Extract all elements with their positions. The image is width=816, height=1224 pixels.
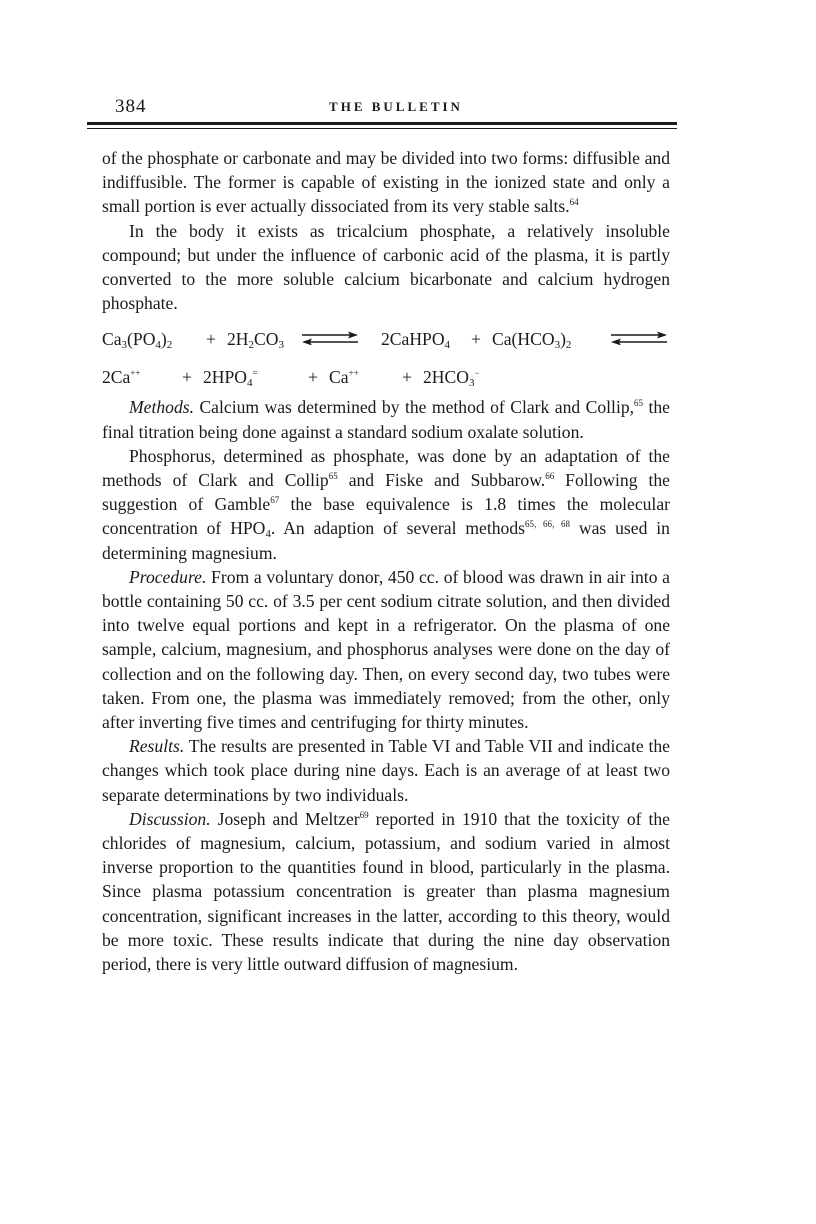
footnote-ref: 65, 66, 68 <box>524 519 570 530</box>
footnote-ref: 65 <box>634 398 644 409</box>
equation-line-1 <box>102 323 670 353</box>
header-rule-thin <box>87 128 677 129</box>
eq-plus: + <box>402 367 412 388</box>
eq-plus: + <box>182 367 192 388</box>
eq-plus: + <box>308 367 318 388</box>
running-title: THE BULLETIN <box>329 99 463 114</box>
eq-plus: + <box>471 329 481 350</box>
section-label-procedure: Procedure. <box>129 566 207 587</box>
eq-term-calcium-bicarbonate: $Ca(HCO_3)_2$ <box>492 329 572 352</box>
eq-plus: + <box>206 329 216 350</box>
paragraph-results: Results. The results are presented in Table VI and Table VII and indicate the changes which took place during nine days. Each is an average of at least two separate determinations by two individuals. <box>102 736 670 805</box>
footnote-ref: 66 <box>545 471 555 482</box>
section-label-methods: Methods. <box>129 397 194 418</box>
eq-term-calcium-ion: 2Ca++ <box>102 367 141 388</box>
section-label-results: Results. <box>129 736 185 757</box>
equation-line-2 <box>102 361 670 391</box>
footnote-ref: 65 <box>328 471 338 482</box>
eq-term-hydrogen-phosphate-ion: $2HPO_4^=$ <box>203 367 258 390</box>
eq-term-calcium-hydrogen-phosphate: 2CaHPO$_4$ <box>381 329 451 352</box>
equilibrium-arrow-icon <box>302 331 358 345</box>
paragraph-tricalcium: In the body it exists as tricalcium phosphate, a relatively insoluble compound; but under the influence of carbonic acid of the plasma, it is partly converted to the more soluble calcium bicarbonate and calcium hydrogen phosphate. <box>102 220 670 314</box>
footnote-ref: 64 <box>569 197 579 208</box>
eq-term-bicarbonate-ion: $2HCO_3^-$ <box>423 367 480 390</box>
eq-term-carbonic-acid: $2H_2CO_3$ <box>227 329 284 352</box>
page-header <box>115 96 677 118</box>
page-number: 384 <box>115 96 147 117</box>
paragraph-phosphorus: Phosphorus, determined as phosphate, was done by an adaptation of the methods of Clark and Collip$^{65}$ and Fiske and Subbarow.$^{66}$ Following the suggestion of Gamble$^{67}$ the base equivalence is 1.8 times the molecular concentration of $HPO_4$. An adaption of several methods$^{65, 66, 68}$ was used in determining magnesium. <box>102 445 670 563</box>
header-rule-thick <box>87 122 677 125</box>
eq-term-tricalcium-phosphate: $Ca_3(PO_4)_2$ <box>102 329 173 352</box>
eq-term-calcium-ion-2: Ca++ <box>329 367 359 388</box>
paragraph-methods: Methods. Calcium was determined by the method of Clark and Collip,$^{65}$ the final titration being done against a standard sodium oxalate solution. <box>102 397 670 442</box>
article-body <box>102 146 670 976</box>
paragraph-phosphate-forms: of the phosphate or carbonate and may be divided into two forms: diffusible and indiffusible. The former is capable of existing in the ionized state and only a small portion is ever actually dissociated from its very stable salts.$^{64}$ <box>102 148 670 217</box>
equilibrium-arrow-icon <box>610 331 668 345</box>
section-label-discussion: Discussion. <box>129 808 211 829</box>
footnote-ref: 69 <box>359 809 369 820</box>
paragraph-discussion: Discussion. Joseph and Meltzer$^{69}$ reported in 1910 that the toxicity of the chlorides of magnesium, calcium, potassium, and sodium varied in almost inverse proportion to the quantities found in blood, particularly in the plasma. Since plasma potassium concentration is greater than plasma magnesium concentration, significant increases in the latter, according to this theory, would be more toxic. These results indicate that during the nine day observation period, there is very little outward diffusion of magnesium. <box>102 808 670 975</box>
paragraph-procedure: Procedure. From a voluntary donor, 450 cc. of blood was drawn in air into a bottle containing 50 cc. of 3.5 per cent sodium citrate solution, and then divided into twelve equal portions and kept in a refrigerator. On the plasma of one sample, calcium, magnesium, and phosphorus analyses were done on the day of collection and on the following day. Then, on every second day, two tubes were taken. From one, the plasma was immediately removed; from the other, only after inverting five times and centrifuging for thirty minutes. <box>102 566 670 733</box>
footnote-ref: 67 <box>270 495 280 506</box>
